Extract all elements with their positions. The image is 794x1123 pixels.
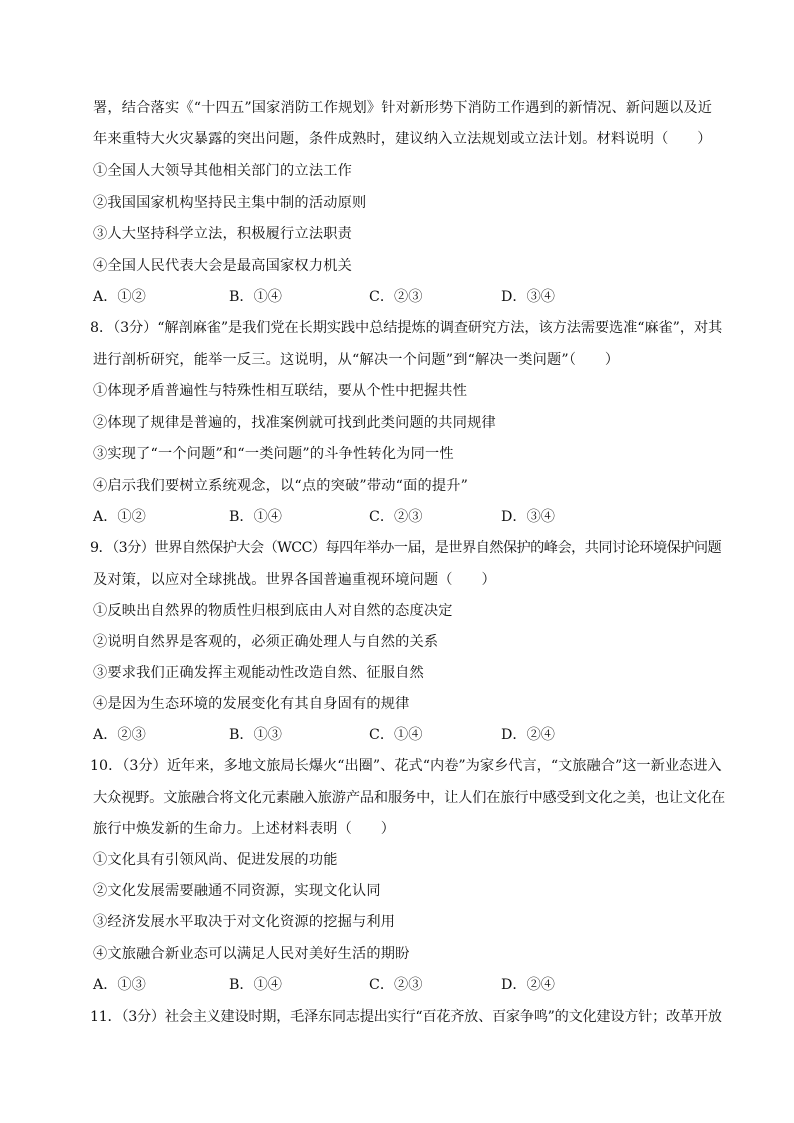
q9-stem-line-1: 9．（3分）世界自然保护大会（WCC）每四年举办一届，是世界自然保护的峰会，共同讨论环境保护问题 [90,540,722,556]
q9-statement-4: ④是因为生态环境的发展变化有其自身固有的规律 [93,696,410,712]
q7-statement-2: ②我国国家机构坚持民主集中制的活动原则 [93,195,367,211]
q7-statement-1: ①全国人大领导其他相关部门的立法工作 [93,163,352,179]
q10-option-b[interactable]: B．①④ [229,977,282,993]
q7-stem-line-1: 署，结合落实《“十四五”国家消防工作规划》针对新形势下消防工作遇到的新情况、新问题以及近 [93,100,713,116]
q10-option-d[interactable]: D．②④ [501,977,555,993]
q7-statement-3: ③人大坚持科学立法，积极履行立法职责 [93,226,352,242]
q8-stem-line-2: 进行剖析研究，能举一反三。这说明，从“解决一个问题”到“解决一类问题”（ ） [93,352,620,368]
q10-statement-4: ④文旅融合新业态可以满足人民对美好生活的期盼 [93,946,410,962]
q8-statement-1: ①体现矛盾普遍性与特殊性相互联结，要从个性中把握共性 [93,383,468,399]
q9-option-a[interactable]: A．②③ [93,727,146,743]
q10-statement-3: ③经济发展水平取决于对文化资源的挖掘与利用 [93,914,396,930]
q7-option-d[interactable]: D．③④ [501,289,555,305]
q8-statement-2: ②体现了规律是普遍的，找准案例就可找到此类问题的共同规律 [93,415,496,431]
q8-option-c[interactable]: C．②③ [369,509,423,525]
q10-stem-line-3: 旅行中焕发新的生命力。上述材料表明（ ） [93,821,396,837]
q10-option-a[interactable]: A．①③ [93,977,146,993]
q8-option-d[interactable]: D．③④ [501,509,555,525]
q7-option-b[interactable]: B．①④ [229,289,282,305]
q9-statement-2: ②说明自然界是客观的，必须正确处理人与自然的关系 [93,634,439,650]
q9-option-c[interactable]: C．①④ [369,727,423,743]
q10-stem-line-1: 10．（3分）近年来，多地文旅局长爆火“出圈”、花式“内卷”为家乡代言，“文旅融合”这一新业态进入 [90,758,722,774]
q11-stem-line-1: 11．（3分）社会主义建设时期，毛泽东同志提出实行“百花齐放、百家争鸣”的文化建设方针；改革开放 [90,1009,722,1025]
q10-statement-1: ①文化具有引领风尚、促进发展的功能 [93,852,338,868]
q9-option-b[interactable]: B．①③ [229,727,282,743]
q8-statement-3: ③实现了“一个问题”和“一类问题”的斗争性转化为同一性 [93,446,454,462]
q8-statement-4: ④启示我们要树立系统观念，以“点的突破”带动“面的提升” [93,478,469,494]
q8-stem-line-1: 8．（3分）“解剖麻雀”是我们党在长期实践中总结提炼的调查研究方法，该方法需要选准“麻雀”，对其 [90,320,723,336]
q9-options [93,725,723,745]
q10-option-c[interactable]: C．②③ [369,977,423,993]
q7-option-a[interactable]: A．①② [93,289,146,305]
q9-stem-line-2: 及对策，以应对全球挑战。世界各国普遍重视环境问题（ ） [93,572,496,588]
q8-option-a[interactable]: A．①② [93,509,146,525]
q7-stem-line-2: 年来重特大火灾暴露的突出问题，条件成熟时，建议纳入立法规划或立法计划。材料说明（ ） [93,131,712,147]
q7-options [93,287,723,307]
q9-statement-1: ①反映出自然界的物质性归根到底由人对自然的态度决定 [93,603,453,619]
q7-option-c[interactable]: C．②③ [369,289,423,305]
q9-statement-3: ③要求我们正确发挥主观能动性改造自然、征服自然 [93,665,424,681]
q10-stem-line-2: 大众视野。文旅融合将文化元素融入旅游产品和服务中，让人们在旅行中感受到文化之美，也让文化在 [93,790,726,806]
q9-option-d[interactable]: D．②④ [501,727,555,743]
q7-statement-4: ④全国人民代表大会是最高国家权力机关 [93,258,352,274]
q8-option-b[interactable]: B．①④ [229,509,282,525]
q10-options [93,975,723,995]
q10-statement-2: ②文化发展需要融通不同资源，实现文化认同 [93,883,381,899]
q8-options [93,507,723,527]
